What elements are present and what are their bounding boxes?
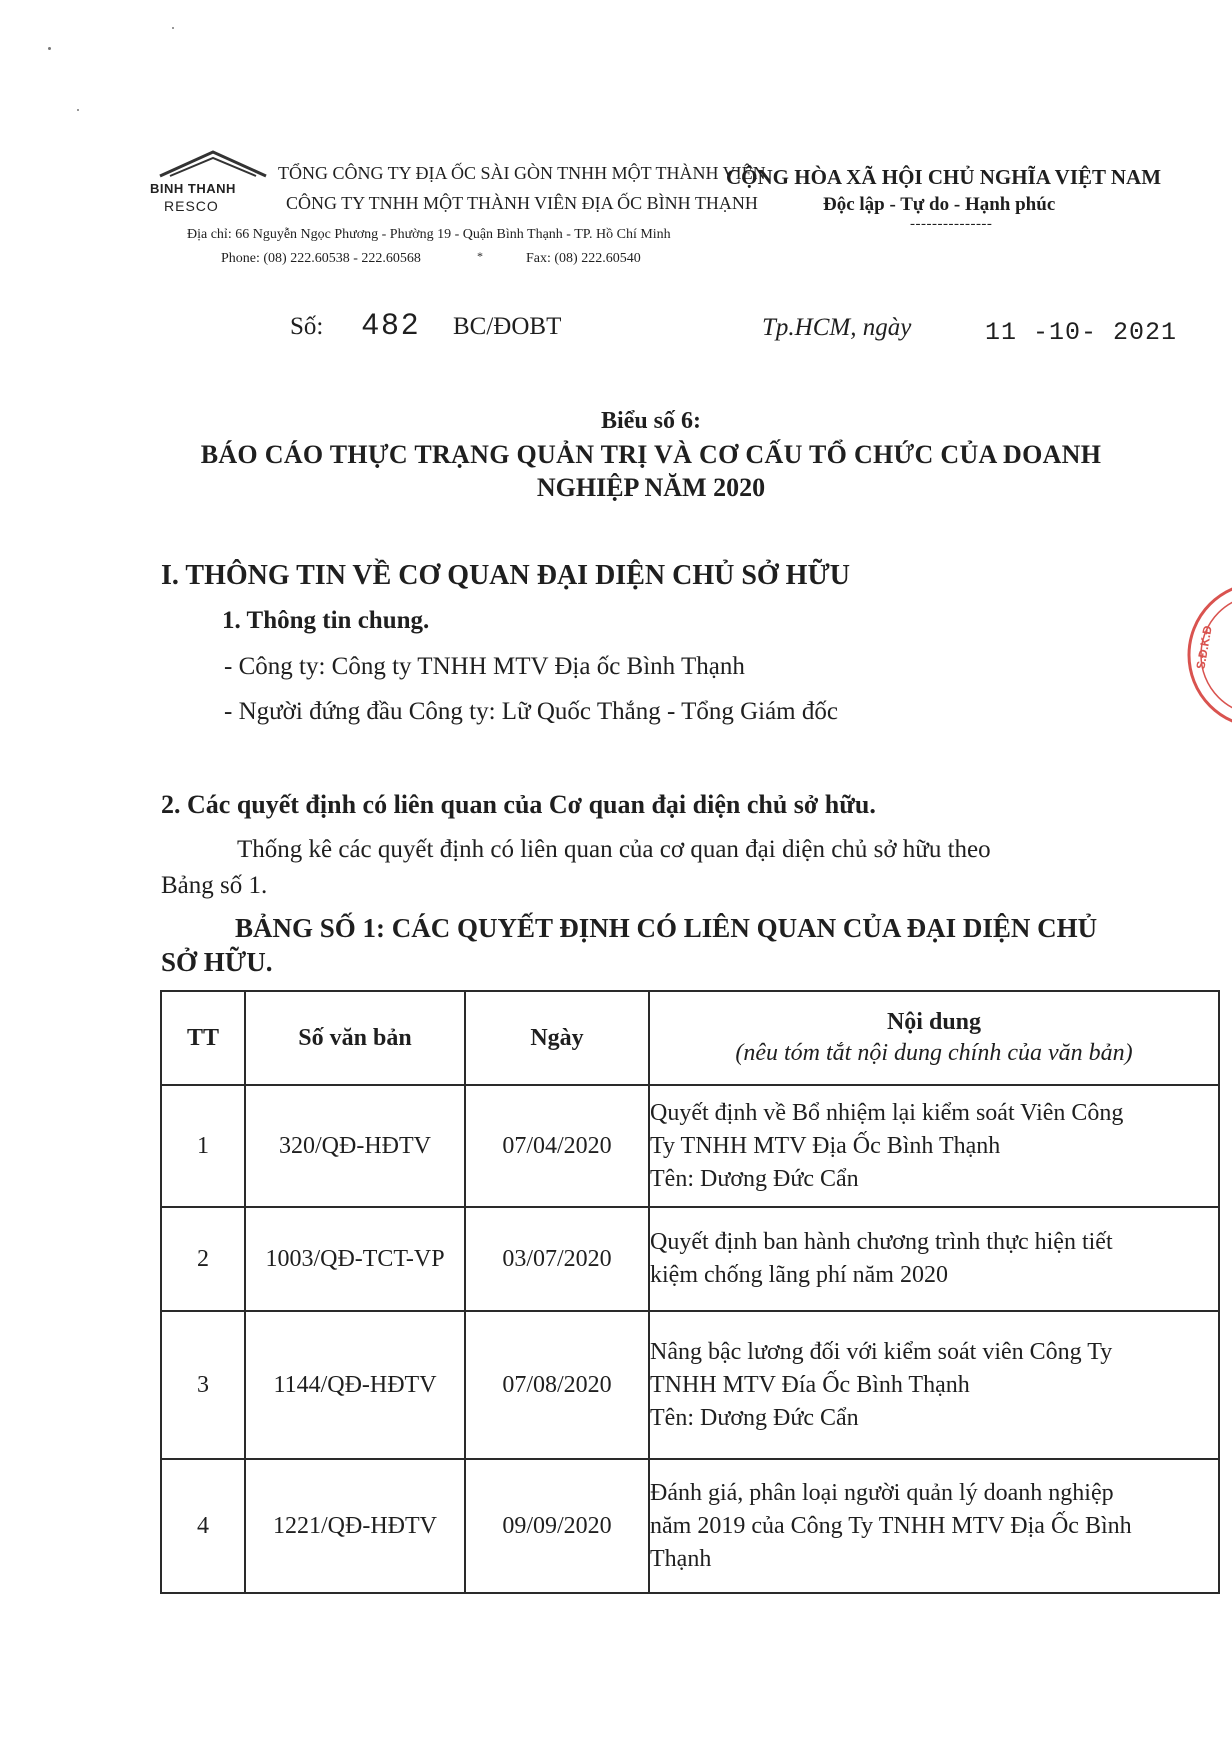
content-line: Nâng bậc lương đối với kiểm soát viên Công Ty <box>650 1338 1113 1365</box>
cell-tt: 4 <box>161 1459 245 1593</box>
cell-so: 1221/QĐ-HĐTV <box>245 1459 465 1593</box>
document-code: BC/ĐOBT <box>453 313 562 340</box>
paragraph-line: Bảng số 1. <box>161 872 268 899</box>
cell-tt: 2 <box>161 1207 245 1311</box>
content-line: năm 2019 của Công Ty TNHH MTV Địa Ốc Bình <box>650 1512 1132 1539</box>
company-info-line: - Công ty: Công ty TNHH MTV Địa ốc Bình Thạnh <box>224 653 745 680</box>
company-phone: Phone: (08) 222.60538 - 222.60568 <box>221 251 421 266</box>
header-noi-dung-note: (nêu tóm tắt nội dung chính của văn bản) <box>735 1040 1133 1066</box>
issue-date: 11 -10- 2021 <box>985 318 1178 347</box>
table-title-line1: BẢNG SỐ 1: CÁC QUYẾT ĐỊNH CÓ LIÊN QUAN CỦA ĐẠI DIỆN CHỦ <box>235 913 1098 943</box>
header-noi-dung <box>649 991 1219 1085</box>
content-line: kiệm chống lãng phí năm 2020 <box>650 1262 948 1288</box>
separator-star: * <box>477 249 483 263</box>
company-fax: Fax: (08) 222.60540 <box>526 251 641 266</box>
header-so-van-ban: Số văn bản <box>245 991 465 1085</box>
republic-title: CỘNG HÒA XÃ HỘI CHỦ NGHĨA VIỆT NAM <box>726 165 1162 189</box>
paragraph-line: Thống kê các quyết định có liên quan của cơ quan đại diện chủ sở hữu theo <box>237 836 991 863</box>
header-noi-dung-label: Nội dung <box>886 1009 982 1035</box>
head-info-line: - Người đứng đầu Công ty: Lữ Quốc Thắng - Tổng Giám đốc <box>224 698 838 725</box>
scan-speck <box>48 47 51 50</box>
svg-text:S.Đ.K.Đ: S.Đ.K.Đ <box>1193 624 1215 671</box>
form-number: Biểu số 6: <box>600 408 701 434</box>
logo-sub: RESCO <box>164 198 219 214</box>
parent-company-name: TỔNG CÔNG TY ĐỊA ỐC SÀI GÒN TNHH MỘT THÀNH VIÊN <box>278 163 766 183</box>
content-line: Tên: Dương Đức Cẩn <box>650 1404 859 1431</box>
report-title-line1: BÁO CÁO THỰC TRẠNG QUẢN TRỊ VÀ CƠ CẤU TỔ CHỨC CỦA DOANH <box>200 440 1102 469</box>
cell-ngay: 07/04/2020 <box>465 1085 649 1207</box>
cell-tt: 1 <box>161 1085 245 1207</box>
national-motto: Độc lập - Tự do - Hạnh phúc <box>823 194 1056 215</box>
cell-content <box>649 1459 1219 1593</box>
red-stamp <box>1186 575 1232 735</box>
scan-speck <box>172 27 174 29</box>
stamp-seal-icon <box>1186 575 1232 735</box>
cell-ngay: 09/09/2020 <box>465 1459 649 1593</box>
scan-speck <box>77 109 79 111</box>
cell-so: 1144/QĐ-HĐTV <box>245 1311 465 1459</box>
table-row <box>161 1311 1219 1459</box>
cell-ngay: 03/07/2020 <box>465 1207 649 1311</box>
cell-so: 320/QĐ-HĐTV <box>245 1085 465 1207</box>
subsection-heading: 1. Thông tin chung. <box>222 607 430 634</box>
table-row <box>161 1085 1219 1207</box>
roof-logo-icon <box>158 148 268 180</box>
report-title-line2: NGHIỆP NĂM 2020 <box>536 473 766 502</box>
cell-ngay: 07/08/2020 <box>465 1311 649 1459</box>
motto-separator: --------------- <box>910 216 993 232</box>
content-line: Đánh giá, phân loại người quản lý doanh nghiệp <box>650 1479 1114 1506</box>
table-header-row <box>161 991 1219 1085</box>
content-line: Thạnh <box>650 1545 712 1572</box>
company-address: Địa chỉ: 66 Nguyễn Ngọc Phương - Phường 19 - Quận Bình Thạnh - TP. Hồ Chí Minh <box>187 227 671 242</box>
table-row <box>161 1459 1219 1593</box>
document-number: 482 <box>362 308 422 341</box>
document-number-label: Số: <box>290 313 324 340</box>
decisions-table <box>160 990 1220 1594</box>
table-title-line2: SỞ HỮU. <box>161 947 273 977</box>
section-heading: I. THÔNG TIN VỀ CƠ QUAN ĐẠI DIỆN CHỦ SỞ HỮU <box>161 560 850 591</box>
company-name: CÔNG TY TNHH MỘT THÀNH VIÊN ĐỊA ỐC BÌNH THẠNH <box>286 193 758 213</box>
header-tt: TT <box>161 991 245 1085</box>
subsection-heading: 2. Các quyết định có liên quan của Cơ quan đại diện chủ sở hữu. <box>161 790 876 819</box>
cell-content <box>649 1085 1219 1207</box>
company-logo <box>150 148 275 218</box>
content-line: Quyết định ban hành chương trình thực hiện tiết <box>650 1229 1113 1255</box>
cell-content <box>649 1311 1219 1459</box>
cell-so: 1003/QĐ-TCT-VP <box>245 1207 465 1311</box>
cell-tt: 3 <box>161 1311 245 1459</box>
content-line: TNHH MTV Đía Ốc Bình Thạnh <box>650 1371 970 1398</box>
cell-content <box>649 1207 1219 1311</box>
content-line: Tên: Dương Đức Cẩn <box>650 1165 859 1192</box>
header-ngay: Ngày <box>465 991 649 1085</box>
logo-name: BINH THANH <box>150 181 236 196</box>
content-line: Ty TNHH MTV Địa Ốc Bình Thạnh <box>650 1132 1001 1159</box>
place-date-label: Tp.HCM, ngày <box>762 314 912 341</box>
table-row <box>161 1207 1219 1311</box>
content-line: Quyết định về Bổ nhiệm lại kiểm soát Viên Công <box>650 1099 1124 1126</box>
